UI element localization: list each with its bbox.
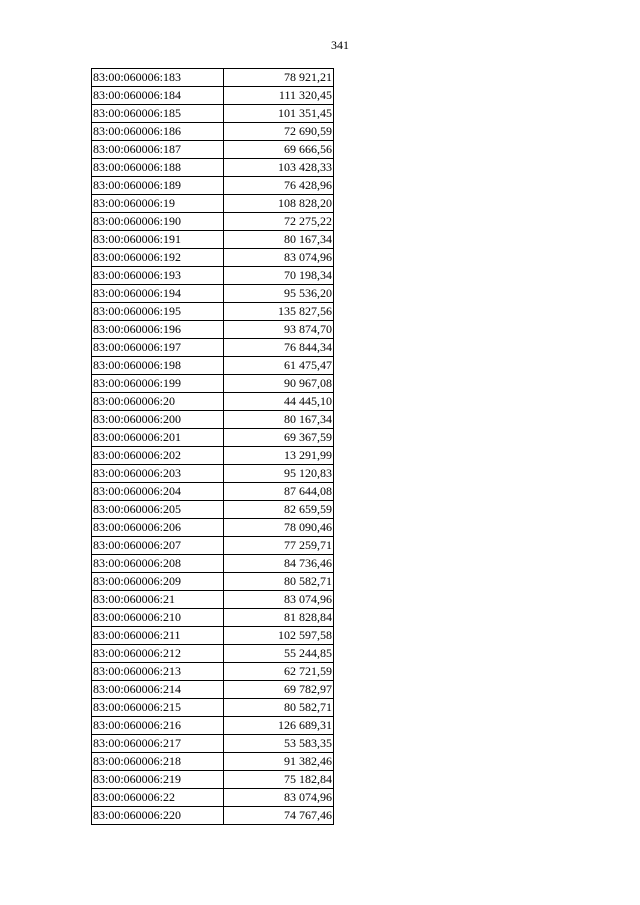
cadastral-number-cell: 83:00:060006:22 (92, 789, 224, 807)
table-row (92, 609, 334, 627)
cadastral-number-cell: 83:00:060006:218 (92, 753, 224, 771)
value-cell: 83 074,96 (224, 789, 334, 807)
table-row (92, 735, 334, 753)
cadastral-number-cell: 83:00:060006:183 (92, 69, 224, 87)
cadastral-number-cell: 83:00:060006:200 (92, 411, 224, 429)
cadastral-number-cell: 83:00:060006:186 (92, 123, 224, 141)
page-number: 341 (331, 38, 349, 52)
cadastral-number-cell: 83:00:060006:21 (92, 591, 224, 609)
cadastral-number-cell: 83:00:060006:216 (92, 717, 224, 735)
cadastral-number-cell: 83:00:060006:194 (92, 285, 224, 303)
cadastral-number-cell: 83:00:060006:217 (92, 735, 224, 753)
value-cell: 95 120,83 (224, 465, 334, 483)
value-cell: 80 582,71 (224, 573, 334, 591)
value-cell: 87 644,08 (224, 483, 334, 501)
value-cell: 76 428,96 (224, 177, 334, 195)
value-cell: 44 445,10 (224, 393, 334, 411)
value-cell: 72 275,22 (224, 213, 334, 231)
cadastral-number-cell: 83:00:060006:202 (92, 447, 224, 465)
cadastral-number-cell: 83:00:060006:204 (92, 483, 224, 501)
value-cell: 101 351,45 (224, 105, 334, 123)
value-cell: 75 182,84 (224, 771, 334, 789)
cadastral-number-cell: 83:00:060006:187 (92, 141, 224, 159)
value-cell: 53 583,35 (224, 735, 334, 753)
cadastral-number-cell: 83:00:060006:212 (92, 645, 224, 663)
cadastral-number-cell: 83:00:060006:192 (92, 249, 224, 267)
value-cell: 83 074,96 (224, 249, 334, 267)
table-row (92, 447, 334, 465)
cadastral-number-cell: 83:00:060006:190 (92, 213, 224, 231)
value-cell: 69 666,56 (224, 141, 334, 159)
cadastral-number-cell: 83:00:060006:201 (92, 429, 224, 447)
value-cell: 80 167,34 (224, 411, 334, 429)
table-row (92, 501, 334, 519)
cadastral-number-cell: 83:00:060006:193 (92, 267, 224, 285)
cadastral-number-cell: 83:00:060006:199 (92, 375, 224, 393)
cadastral-number-cell: 83:00:060006:191 (92, 231, 224, 249)
cadastral-number-cell: 83:00:060006:209 (92, 573, 224, 591)
cadastral-number-cell: 83:00:060006:208 (92, 555, 224, 573)
table-row (92, 519, 334, 537)
table-row (92, 321, 334, 339)
cadastral-number-cell: 83:00:060006:198 (92, 357, 224, 375)
table-row (92, 645, 334, 663)
table-row (92, 483, 334, 501)
table-row (92, 753, 334, 771)
table-row (92, 303, 334, 321)
table-row (92, 231, 334, 249)
table-row (92, 717, 334, 735)
cadastral-number-cell: 83:00:060006:188 (92, 159, 224, 177)
value-cell: 77 259,71 (224, 537, 334, 555)
value-cell: 76 844,34 (224, 339, 334, 357)
table-row (92, 213, 334, 231)
value-cell: 69 367,59 (224, 429, 334, 447)
table-row (92, 105, 334, 123)
value-cell: 72 690,59 (224, 123, 334, 141)
value-cell: 84 736,46 (224, 555, 334, 573)
cadastral-number-cell: 83:00:060006:203 (92, 465, 224, 483)
table-row (92, 663, 334, 681)
table-row (92, 789, 334, 807)
value-cell: 91 382,46 (224, 753, 334, 771)
cadastral-number-cell: 83:00:060006:184 (92, 87, 224, 105)
table-row (92, 555, 334, 573)
table-row (92, 771, 334, 789)
table-row (92, 195, 334, 213)
table-row (92, 429, 334, 447)
value-cell: 62 721,59 (224, 663, 334, 681)
value-cell: 82 659,59 (224, 501, 334, 519)
table-row (92, 411, 334, 429)
table-row (92, 627, 334, 645)
cadastral-value-table (91, 68, 334, 825)
value-cell: 135 827,56 (224, 303, 334, 321)
value-cell: 108 828,20 (224, 195, 334, 213)
cadastral-number-cell: 83:00:060006:19 (92, 195, 224, 213)
value-cell: 83 074,96 (224, 591, 334, 609)
table-row (92, 267, 334, 285)
table-row (92, 69, 334, 87)
value-cell: 78 090,46 (224, 519, 334, 537)
cadastral-number-cell: 83:00:060006:205 (92, 501, 224, 519)
table-row (92, 159, 334, 177)
table-row (92, 807, 334, 825)
table-row (92, 573, 334, 591)
value-cell: 93 874,70 (224, 321, 334, 339)
table-row (92, 285, 334, 303)
cadastral-number-cell: 83:00:060006:214 (92, 681, 224, 699)
value-cell: 78 921,21 (224, 69, 334, 87)
table-row (92, 465, 334, 483)
value-cell: 55 244,85 (224, 645, 334, 663)
table-row (92, 681, 334, 699)
table-row (92, 591, 334, 609)
value-cell: 90 967,08 (224, 375, 334, 393)
cadastral-number-cell: 83:00:060006:185 (92, 105, 224, 123)
table-row (92, 699, 334, 717)
cadastral-number-cell: 83:00:060006:219 (92, 771, 224, 789)
cadastral-number-cell: 83:00:060006:215 (92, 699, 224, 717)
cadastral-number-cell: 83:00:060006:20 (92, 393, 224, 411)
cadastral-number-cell: 83:00:060006:211 (92, 627, 224, 645)
cadastral-number-cell: 83:00:060006:195 (92, 303, 224, 321)
table-row (92, 393, 334, 411)
table-row (92, 249, 334, 267)
table-row (92, 357, 334, 375)
value-cell: 81 828,84 (224, 609, 334, 627)
value-cell: 95 536,20 (224, 285, 334, 303)
value-cell: 80 582,71 (224, 699, 334, 717)
value-cell: 102 597,58 (224, 627, 334, 645)
table-row (92, 537, 334, 555)
cadastral-number-cell: 83:00:060006:189 (92, 177, 224, 195)
table-row (92, 141, 334, 159)
value-cell: 126 689,31 (224, 717, 334, 735)
cadastral-number-cell: 83:00:060006:220 (92, 807, 224, 825)
table-row (92, 87, 334, 105)
value-cell: 111 320,45 (224, 87, 334, 105)
value-cell: 13 291,99 (224, 447, 334, 465)
table-row (92, 339, 334, 357)
table-row (92, 177, 334, 195)
table-body (92, 69, 334, 825)
cadastral-number-cell: 83:00:060006:210 (92, 609, 224, 627)
cadastral-number-cell: 83:00:060006:196 (92, 321, 224, 339)
table-row (92, 375, 334, 393)
value-cell: 69 782,97 (224, 681, 334, 699)
cadastral-number-cell: 83:00:060006:213 (92, 663, 224, 681)
value-cell: 61 475,47 (224, 357, 334, 375)
cadastral-number-cell: 83:00:060006:206 (92, 519, 224, 537)
table-row (92, 123, 334, 141)
cadastral-number-cell: 83:00:060006:197 (92, 339, 224, 357)
value-cell: 80 167,34 (224, 231, 334, 249)
value-cell: 103 428,33 (224, 159, 334, 177)
value-cell: 70 198,34 (224, 267, 334, 285)
value-cell: 74 767,46 (224, 807, 334, 825)
cadastral-number-cell: 83:00:060006:207 (92, 537, 224, 555)
